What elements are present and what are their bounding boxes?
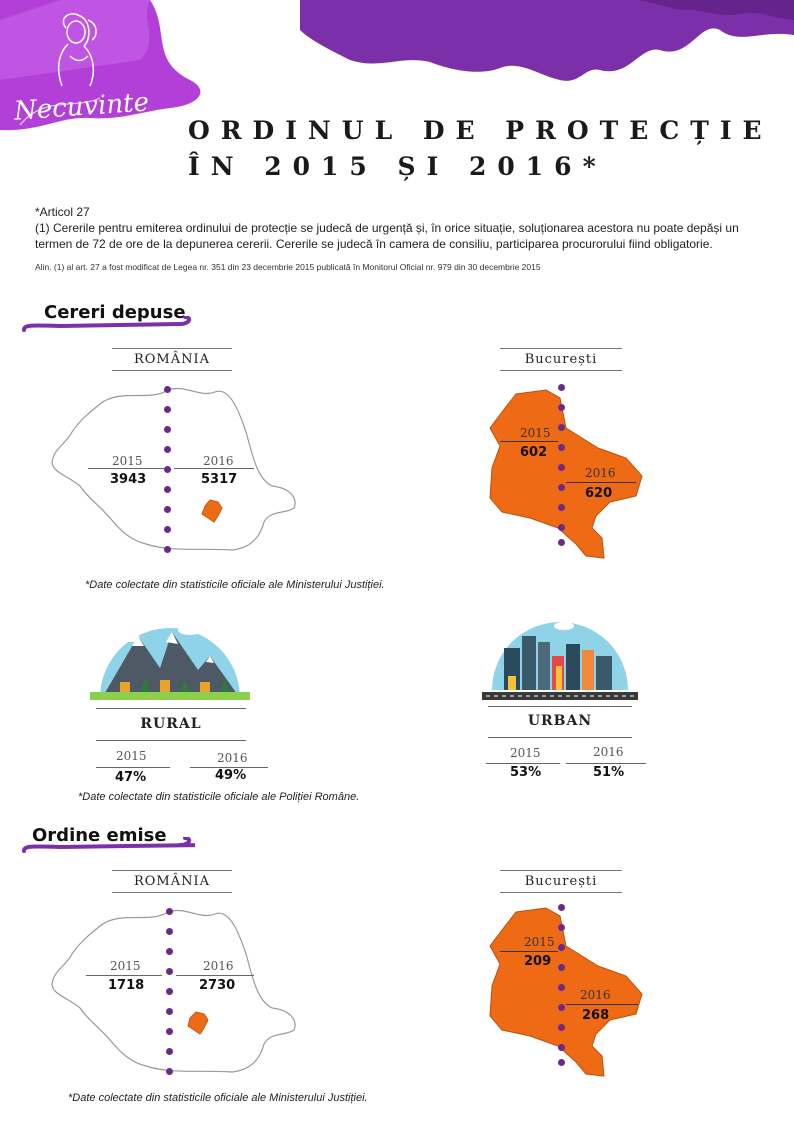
divider-line: [174, 468, 254, 469]
region-label-bucuresti: București: [500, 348, 622, 371]
article-heading: *Articol 27: [35, 205, 90, 219]
section-heading-cereri: Cereri depuse: [44, 302, 186, 323]
bucuresti-cereri-year-2016: 2016: [585, 466, 616, 480]
divider-dots-romania-cereri: [164, 386, 171, 562]
divider-line: [500, 441, 558, 442]
divider-line: [96, 708, 246, 709]
source-note-mediu: *Date colectate din statisticile oficiale ale Poliției Române.: [78, 791, 360, 803]
urban-value-2016: 51%: [593, 765, 625, 780]
romania-ordine-value-2016: 2730: [199, 978, 236, 993]
bucuresti-ordine-value-2015: 209: [524, 954, 552, 969]
rural-year-2015: 2015: [116, 749, 147, 763]
romania-ordine-value-2015: 1718: [108, 978, 145, 993]
bucuresti-ordine-year-2016: 2016: [580, 988, 611, 1002]
bucuresti-ordine-value-2016: 268: [582, 1008, 610, 1023]
bucuresti-map-ordine: [486, 906, 646, 1082]
divider-dots-bucuresti-cereri: [558, 384, 565, 544]
romania-cereri-year-2016: 2016: [203, 454, 234, 468]
section-heading-ordine: Ordine emise: [32, 825, 167, 846]
region-label-bucuresti-ordine: București: [500, 870, 622, 893]
urban-year-2016: 2016: [593, 745, 624, 759]
article-body: (1) Cererile pentru emiterea ordinului de protecție se judecă de urgență și, în orice situație, soluționarea acestora nu poate depăși un termen de 72 de ore de la depunerea cererii. Cererile se judecă în camera de consiliu, participarea procurorului fiind obligatorie.: [35, 221, 739, 251]
divider-line: [176, 975, 254, 976]
divider-line: [566, 763, 646, 764]
divider-line: [488, 737, 632, 738]
divider-line: [96, 740, 246, 741]
urban-value-2015: 53%: [510, 765, 542, 780]
region-label-romania-ordine: ROMÂNIA: [112, 870, 232, 893]
section-underline-cereri: [20, 316, 195, 336]
rural-mountains-illustration: [90, 608, 250, 703]
bucuresti-cereri-value-2016: 620: [585, 486, 613, 501]
source-note-cereri: *Date colectate din statisticile oficiale ale Ministerului Justiției.: [85, 579, 385, 591]
romania-cereri-value-2016: 5317: [201, 472, 238, 487]
bucuresti-cereri-value-2015: 602: [520, 445, 548, 460]
brand-logo-text: Necuvinte: [13, 87, 150, 127]
rural-year-2016: 2016: [217, 751, 248, 765]
divider-dots-bucuresti-ordine: [558, 904, 565, 1064]
romania-map-outline-ordine: [50, 904, 300, 1084]
source-note-ordine: *Date colectate din statisticile oficiale ale Ministerului Justiției.: [68, 1092, 368, 1104]
rural-value-2015: 47%: [115, 770, 147, 785]
romania-ordine-year-2015: 2015: [110, 959, 141, 973]
divider-line: [486, 763, 560, 764]
divider-line: [566, 1004, 638, 1005]
urban-city-illustration: [482, 606, 638, 702]
woman-silhouette-icon: [48, 10, 108, 90]
rural-value-2016: 49%: [215, 768, 247, 783]
section-underline-ordine: [20, 837, 195, 857]
divider-line: [566, 482, 636, 483]
page-title-line2: ÎN 2015 ȘI 2016*: [188, 152, 607, 181]
divider-line: [96, 767, 170, 768]
rural-label: RURAL: [140, 716, 202, 732]
romania-cereri-value-2015: 3943: [110, 472, 147, 487]
article-amendment: Alin. (1) al art. 27 a fost modificat de Legea nr. 351 din 23 decembrie 2015 publicată în Monitorul Oficial nr. 979 din 30 decembrie 2015: [35, 262, 541, 272]
divider-line: [88, 468, 164, 469]
bucuresti-cereri-year-2015: 2015: [520, 426, 551, 440]
page-title-line1: ORDINUL DE PROTECȚIE: [188, 116, 773, 145]
divider-line: [488, 706, 632, 707]
bucuresti-map-cereri: [486, 388, 646, 563]
divider-line: [86, 975, 162, 976]
romania-ordine-year-2016: 2016: [203, 959, 234, 973]
region-label-romania: ROMÂNIA: [112, 348, 232, 371]
romania-map-outline: [50, 382, 300, 562]
romania-cereri-year-2015: 2015: [112, 454, 143, 468]
urban-year-2015: 2015: [510, 746, 541, 760]
bucuresti-ordine-year-2015: 2015: [524, 935, 555, 949]
urban-label: URBAN: [527, 713, 593, 729]
divider-line: [500, 951, 558, 952]
divider-dots-romania-ordine: [166, 908, 173, 1084]
